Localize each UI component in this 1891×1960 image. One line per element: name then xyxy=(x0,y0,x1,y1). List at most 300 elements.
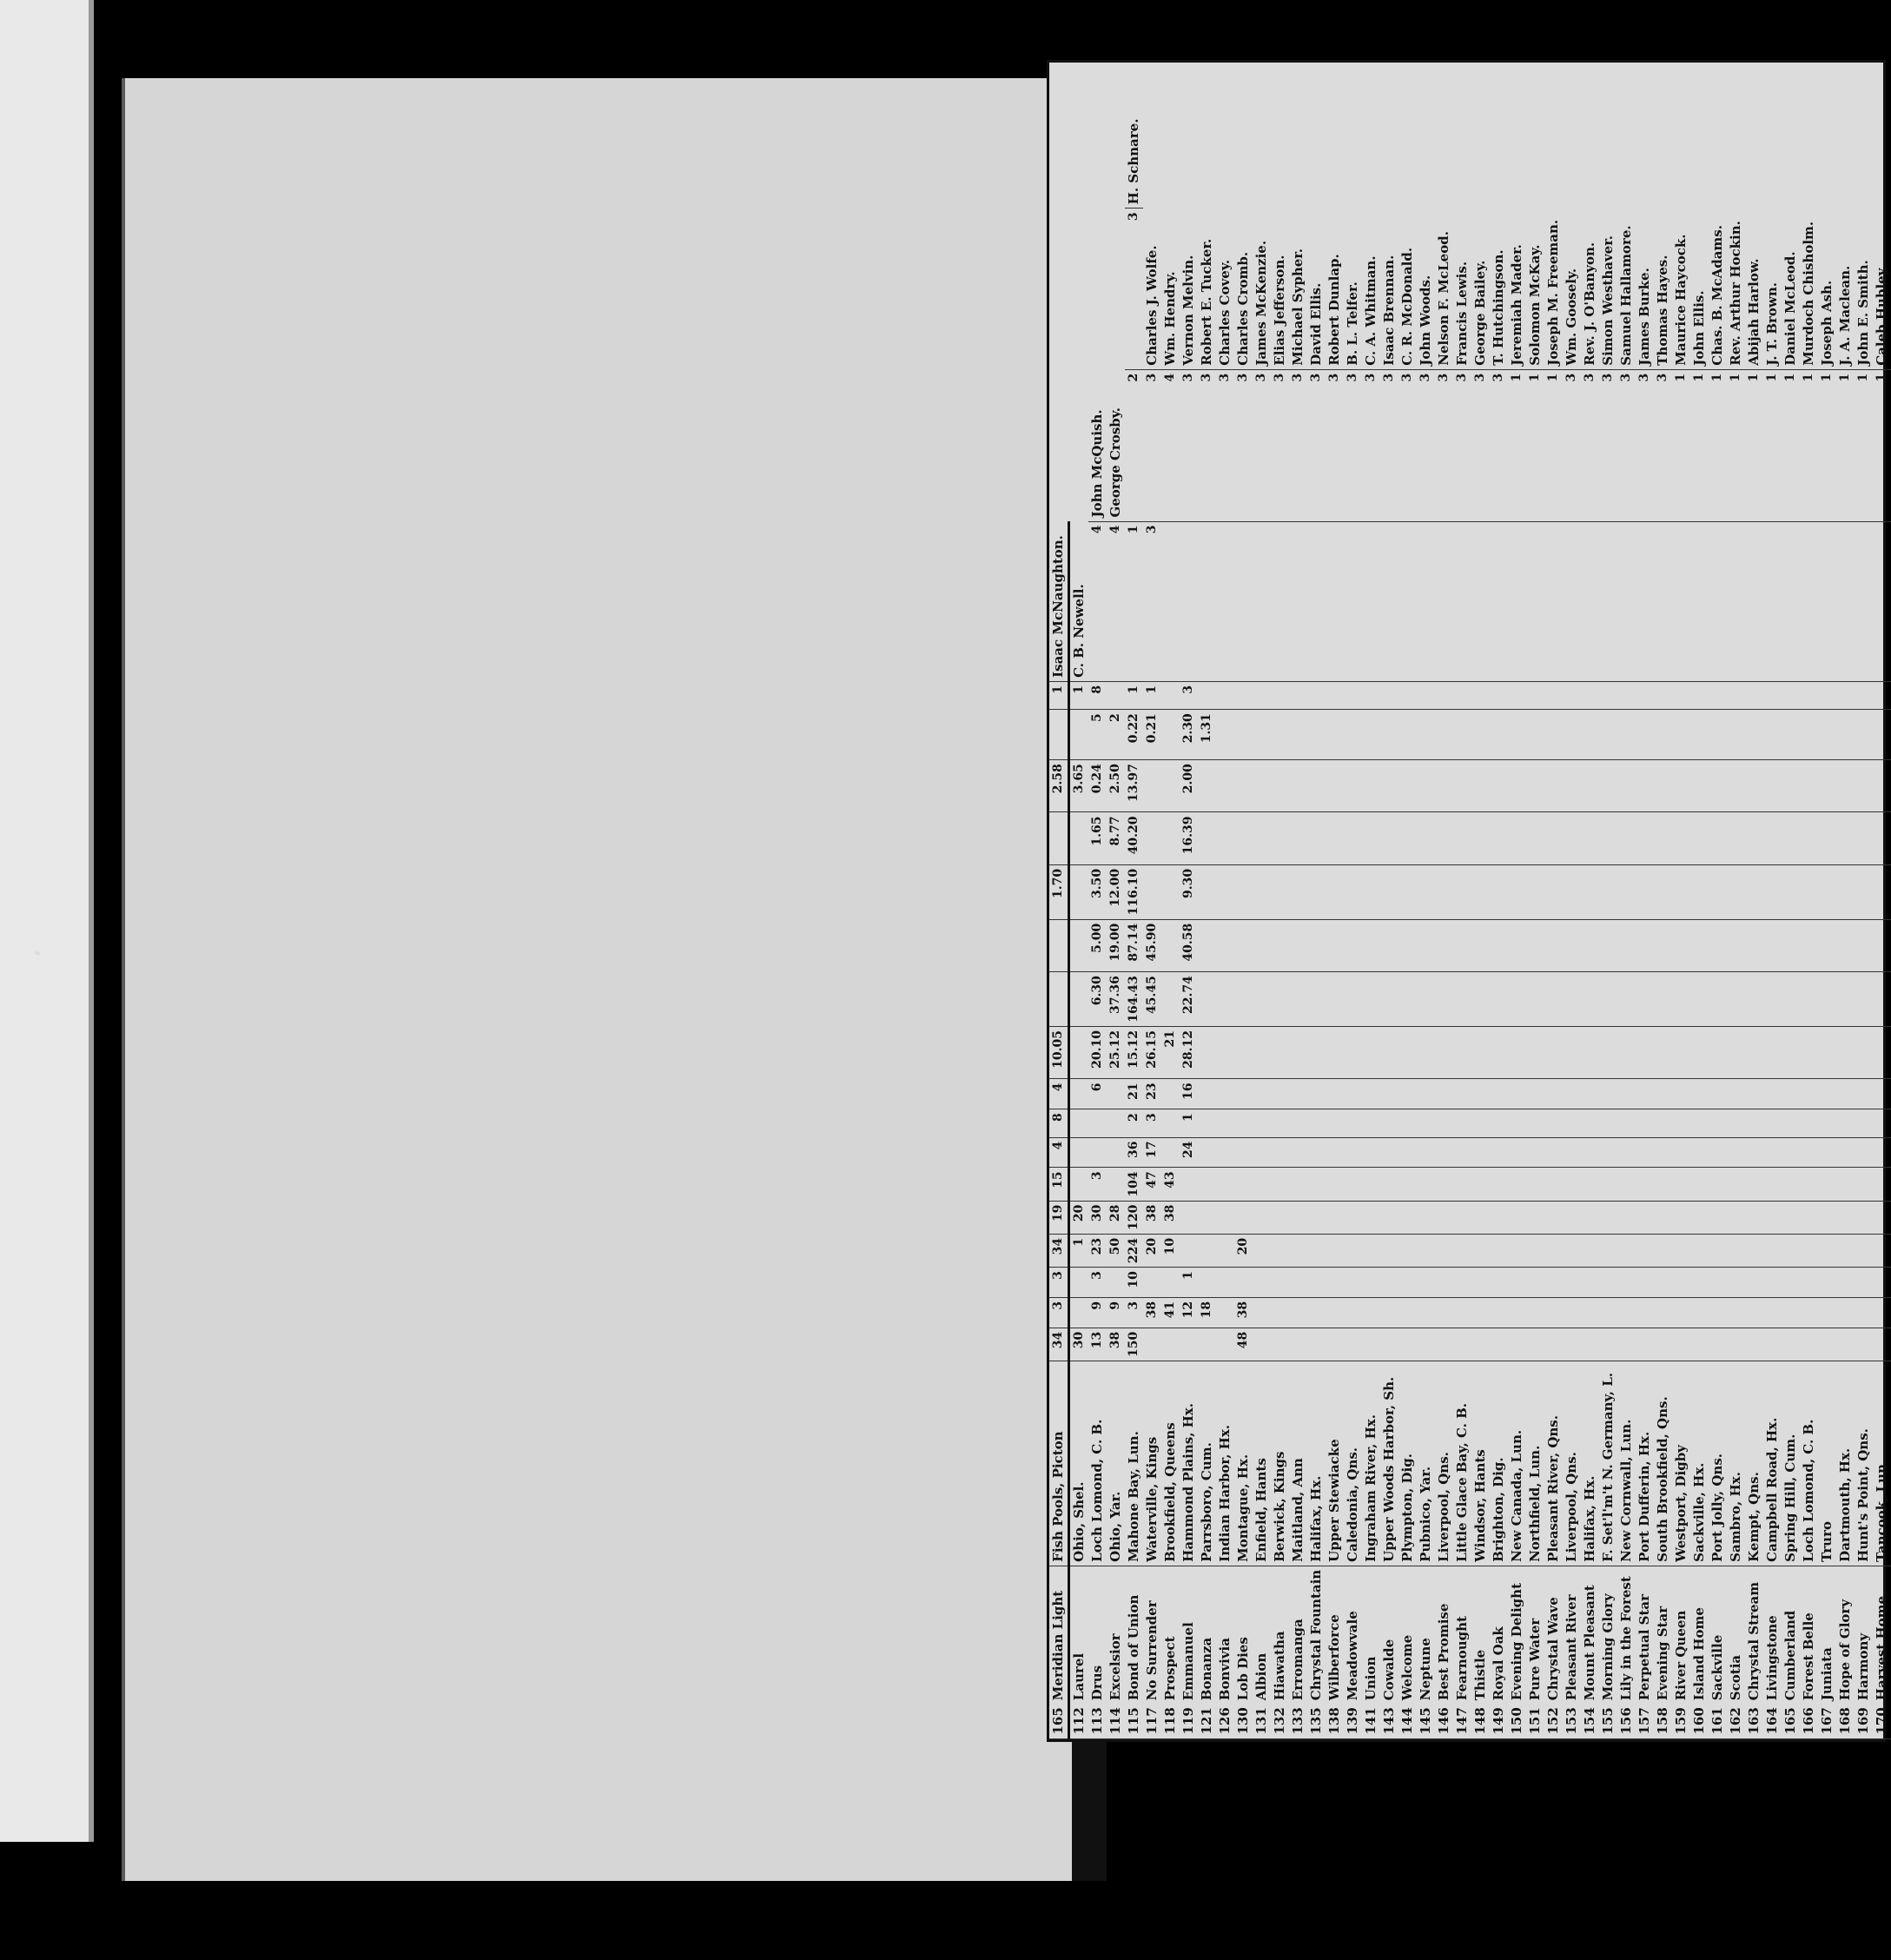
cell-count: 3 xyxy=(1326,369,1344,521)
cell-count xyxy=(1271,1201,1289,1234)
cell-count xyxy=(1544,760,1563,812)
cell-lodge-name: Best Promise xyxy=(1436,1603,1451,1701)
cell-count: 1 xyxy=(1690,369,1709,521)
cell-count xyxy=(1049,919,1069,971)
cell-count xyxy=(1709,972,1727,1027)
cell-count xyxy=(1599,1297,1617,1328)
cell-count: 15 xyxy=(1049,1168,1069,1201)
cell-location: Sambro, Hx. xyxy=(1727,1361,1745,1566)
table-row xyxy=(1508,63,1526,1739)
cell-count xyxy=(1636,1201,1654,1234)
cell-count xyxy=(1435,812,1453,864)
cell-count: 3 xyxy=(1617,369,1636,521)
cell-count xyxy=(1180,521,1198,681)
cell-count xyxy=(1599,1137,1617,1168)
cell-count xyxy=(1636,919,1654,971)
cell-count xyxy=(1581,1168,1599,1201)
cell-count xyxy=(1380,972,1398,1027)
cell-lodge-name: Wilberforce xyxy=(1326,1614,1342,1701)
cell-count xyxy=(1198,1234,1216,1267)
cell-lodge-name: Island Home xyxy=(1691,1607,1707,1701)
table-row xyxy=(1289,63,1307,1739)
cell-count xyxy=(1161,710,1180,760)
cell-count xyxy=(1526,521,1544,681)
cell-count xyxy=(1380,681,1398,709)
cell-count: 19 xyxy=(1049,1201,1069,1234)
cell-count xyxy=(1563,812,1581,864)
cell-lodge-number: 154 xyxy=(1581,1704,1599,1738)
cell-count xyxy=(1380,1297,1398,1328)
cell-count xyxy=(1599,1109,1617,1137)
cell-secretary: C. R. McDonald. xyxy=(1398,209,1417,369)
cell-amount: 3.50 xyxy=(1088,864,1107,919)
cell-count: 3 xyxy=(1563,369,1581,521)
cell-count xyxy=(1855,760,1873,812)
cell-count xyxy=(1307,1079,1326,1109)
cell-lodge-name: Lily in the Forest xyxy=(1618,1576,1634,1701)
cell-count xyxy=(1654,521,1672,681)
cell-count xyxy=(1380,1109,1398,1137)
cell-secretary: H. Schnare. xyxy=(1125,63,1143,209)
cell-count xyxy=(1380,812,1398,864)
cell-count xyxy=(1417,710,1435,760)
cell-count xyxy=(1855,864,1873,919)
table-row xyxy=(1125,63,1143,1739)
cell-count xyxy=(1654,1297,1672,1328)
cell-count xyxy=(1380,521,1398,681)
cell-secretary: Francis Lewis. xyxy=(1453,209,1471,369)
cell-count xyxy=(1818,681,1836,709)
cell-count xyxy=(1654,972,1672,1027)
cell-count xyxy=(1672,1027,1690,1079)
cell-location: Indian Harbor, Hx. xyxy=(1216,1361,1234,1566)
cell-secretary: John McQuish. xyxy=(1088,369,1107,521)
cell-count xyxy=(1672,1328,1690,1361)
cell-count xyxy=(1216,919,1234,971)
cell-location: Pubnico, Yar. xyxy=(1417,1361,1435,1566)
cell-count xyxy=(1490,1297,1508,1328)
cell-count xyxy=(1234,521,1253,681)
cell-count: 2 xyxy=(1125,369,1143,521)
cell-secretary: James Burke. xyxy=(1636,209,1654,369)
cell-count xyxy=(1544,1201,1563,1234)
cell-count xyxy=(1453,1109,1471,1137)
cell-count xyxy=(1471,1297,1490,1328)
cell-count xyxy=(1581,1201,1599,1234)
cell-count: 8 xyxy=(1049,1109,1069,1137)
cell-count xyxy=(1271,1027,1289,1079)
table-row xyxy=(1180,63,1198,1739)
cell-count xyxy=(1672,760,1690,812)
cell-count xyxy=(1198,972,1216,1027)
table-row xyxy=(1307,63,1326,1739)
cell-count xyxy=(1398,1297,1417,1328)
cell-count xyxy=(1544,1328,1563,1361)
cell-secretary: Rev. Arthur Hockin. xyxy=(1727,209,1745,369)
cell-count xyxy=(1544,1297,1563,1328)
cell-location: Halifax, Hx. xyxy=(1307,1361,1326,1566)
cell-amount: 26.15 xyxy=(1143,1027,1161,1079)
cell-count xyxy=(1636,521,1654,681)
cell-count xyxy=(1855,1168,1873,1201)
cell-count xyxy=(1161,972,1180,1027)
cell-secretary: George Bailey. xyxy=(1471,209,1490,369)
cell-count xyxy=(1763,1234,1782,1267)
cell-count xyxy=(1417,812,1435,864)
cell-count xyxy=(1471,1168,1490,1201)
cell-count xyxy=(1049,710,1069,760)
cell-count xyxy=(1161,521,1180,681)
cell-count: 4 xyxy=(1049,1137,1069,1168)
cell-count xyxy=(1526,681,1544,709)
cell-secretary: Michael Sypher. xyxy=(1289,209,1307,369)
cell-count: 3 xyxy=(1143,521,1161,681)
cell-count xyxy=(1873,760,1891,812)
cell-count xyxy=(1289,864,1307,919)
cell-count xyxy=(1544,1137,1563,1168)
cell-count: 10 xyxy=(1161,1234,1180,1267)
cell-count xyxy=(1453,864,1471,919)
cell-count xyxy=(1326,1328,1344,1361)
cell-count xyxy=(1563,1268,1581,1298)
cell-lodge-number: 150 xyxy=(1508,1704,1526,1738)
cell-location: Pleasant River, Qns. xyxy=(1544,1361,1563,1566)
cell-secretary: C. B. Newell. xyxy=(1069,521,1089,681)
cell-count: 3 xyxy=(1636,369,1654,521)
cell-count xyxy=(1690,1027,1709,1079)
cell-count xyxy=(1307,864,1326,919)
cell-count xyxy=(1307,1137,1326,1168)
cell-count xyxy=(1709,521,1727,681)
cell-count xyxy=(1107,1109,1125,1137)
cell-amount: 6.30 xyxy=(1088,972,1107,1027)
cell-count xyxy=(1617,760,1636,812)
cell-count xyxy=(1563,1201,1581,1234)
cell-location: Windsor, Hants xyxy=(1471,1361,1490,1566)
cell-location: Hammond Plains, Hx. xyxy=(1180,1361,1198,1566)
cell-count xyxy=(1216,521,1234,681)
cell-count xyxy=(1617,1079,1636,1109)
cell-count: 3 xyxy=(1143,369,1161,521)
cell-count xyxy=(1107,681,1125,709)
cell-count xyxy=(1417,1234,1435,1267)
cell-count xyxy=(1049,972,1069,1027)
cell-lodge-number: 141 xyxy=(1362,1704,1380,1738)
cell-count xyxy=(1198,812,1216,864)
cell-lodge-number: 149 xyxy=(1490,1704,1508,1738)
cell-count xyxy=(1471,710,1490,760)
cell-count xyxy=(1526,1268,1544,1298)
cell-count xyxy=(1198,1268,1216,1298)
cell-count xyxy=(1855,1201,1873,1234)
cell-count: 38 xyxy=(1143,1201,1161,1234)
cell-count xyxy=(1253,710,1271,760)
cell-count xyxy=(1654,864,1672,919)
cell-lodge-number: 146 xyxy=(1435,1704,1453,1738)
cell-location: Northfield, Lun. xyxy=(1526,1361,1544,1566)
cell-count xyxy=(1398,1168,1417,1201)
cell-secretary: Vernon Melvin. xyxy=(1180,209,1198,369)
cell-count xyxy=(1782,812,1800,864)
cell-count xyxy=(1453,681,1471,709)
cell-count: 4 xyxy=(1107,521,1125,681)
cell-count xyxy=(1745,1137,1763,1168)
cell-lodge-number: 155 xyxy=(1599,1704,1617,1738)
cell-count: 38 xyxy=(1234,1297,1253,1328)
cell-secretary: George Crosby. xyxy=(1107,369,1125,521)
cell-count xyxy=(1745,1328,1763,1361)
cell-count xyxy=(1253,1168,1271,1201)
cell-count xyxy=(1745,1027,1763,1079)
cell-count xyxy=(1763,1297,1782,1328)
cell-count xyxy=(1599,521,1617,681)
cell-lodge-number: 131 xyxy=(1253,1704,1271,1738)
cell-count xyxy=(1818,1109,1836,1137)
cell-lodge-name: Pure Water xyxy=(1527,1618,1543,1701)
cell-lodge-name: Bonanza xyxy=(1199,1637,1214,1701)
cell-count xyxy=(1326,1297,1344,1328)
cell-count xyxy=(1289,972,1307,1027)
cell-amount: 20.10 xyxy=(1088,1027,1107,1079)
cell-count xyxy=(1344,1109,1362,1137)
cell-count xyxy=(1727,972,1745,1027)
cell-count xyxy=(1526,812,1544,864)
cell-count xyxy=(1581,1297,1599,1328)
cell-count xyxy=(1581,1027,1599,1079)
table-row xyxy=(1709,63,1727,1739)
cell-count xyxy=(1745,864,1763,919)
cell-count xyxy=(1143,1328,1161,1361)
cell-count xyxy=(1271,1297,1289,1328)
cell-count xyxy=(1234,1268,1253,1298)
cell-count xyxy=(1307,1268,1326,1298)
cell-count xyxy=(1508,1079,1526,1109)
cell-count xyxy=(1526,972,1544,1027)
cell-count xyxy=(1198,521,1216,681)
cell-count xyxy=(1216,812,1234,864)
cell-count xyxy=(1800,521,1818,681)
cell-count xyxy=(1344,1168,1362,1201)
cell-count xyxy=(1362,1079,1380,1109)
cell-location: Caledonia, Qns. xyxy=(1344,1361,1362,1566)
cell-count: 3 xyxy=(1049,1297,1069,1328)
cell-lodge-number: 156 xyxy=(1617,1704,1636,1738)
cell-count xyxy=(1490,812,1508,864)
cell-count xyxy=(1289,760,1307,812)
cell-count xyxy=(1636,1079,1654,1109)
cell-count: 1 xyxy=(1544,369,1563,521)
cell-count xyxy=(1526,1201,1544,1234)
cell-count xyxy=(1617,1268,1636,1298)
cell-count: 1 xyxy=(1508,369,1526,521)
cell-count xyxy=(1198,1079,1216,1109)
table-row xyxy=(1818,63,1836,1739)
cell-count xyxy=(1526,919,1544,971)
cell-count xyxy=(1508,1297,1526,1328)
cell-count xyxy=(1362,681,1380,709)
cell-count xyxy=(1526,1027,1544,1079)
cell-count: 1 xyxy=(1125,681,1143,709)
cell-count xyxy=(1544,919,1563,971)
cell-count xyxy=(1417,1137,1435,1168)
table-row xyxy=(1836,63,1855,1739)
cell-count: 1 xyxy=(1818,369,1836,521)
cell-count: 1 xyxy=(1763,369,1782,521)
cell-lodge-name: Livingstone xyxy=(1764,1615,1780,1701)
cell-count xyxy=(1180,1234,1198,1267)
cell-count xyxy=(1636,1297,1654,1328)
cell-count xyxy=(1344,1268,1362,1298)
cell-count: 3 xyxy=(1581,369,1599,521)
cell-amount: 1.70 xyxy=(1049,864,1069,919)
cell-count xyxy=(1307,1234,1326,1267)
cell-count xyxy=(1344,710,1362,760)
cell-location: Berwick, Kings xyxy=(1271,1361,1289,1566)
cell-secretary: Thomas Hayes. xyxy=(1654,209,1672,369)
cell-count xyxy=(1490,1168,1508,1201)
cell-count xyxy=(1544,1168,1563,1201)
cell-count xyxy=(1763,681,1782,709)
cell-count: 3 xyxy=(1143,1109,1161,1137)
cell-count xyxy=(1690,919,1709,971)
cell-count xyxy=(1709,812,1727,864)
cell-location: Sackville, Hx. xyxy=(1690,1361,1709,1566)
cell-count xyxy=(1818,919,1836,971)
cell-count xyxy=(1326,681,1344,709)
cell-secretary: David Ellis. xyxy=(1307,209,1326,369)
cell-count xyxy=(1380,1137,1398,1168)
cell-count xyxy=(1362,1027,1380,1079)
cell-count xyxy=(1326,1168,1344,1201)
cell-location: Plympton, Dig. xyxy=(1398,1361,1417,1566)
cell-count xyxy=(1563,1027,1581,1079)
cell-count: 3 xyxy=(1216,369,1234,521)
cell-count xyxy=(1380,1027,1398,1079)
cell-count xyxy=(1398,1328,1417,1361)
cell-count: 1 xyxy=(1782,369,1800,521)
cell-count xyxy=(1855,521,1873,681)
cell-count: 47 xyxy=(1143,1168,1161,1201)
cell-count xyxy=(1763,972,1782,1027)
cell-count xyxy=(1873,1168,1891,1201)
cell-count xyxy=(1654,1234,1672,1267)
cell-count xyxy=(1307,760,1326,812)
cell-count xyxy=(1161,1137,1180,1168)
cell-count xyxy=(1435,919,1453,971)
cell-count xyxy=(1563,1109,1581,1137)
cell-count xyxy=(1435,1168,1453,1201)
cell-count: 1 xyxy=(1855,369,1873,521)
cell-count xyxy=(1234,1109,1253,1137)
table-row xyxy=(1526,63,1544,1739)
cell-count xyxy=(1709,1328,1727,1361)
cell-count xyxy=(1198,1109,1216,1137)
cell-lodge-number: 145 xyxy=(1417,1704,1435,1738)
cell-lodge-name: Evening Delight xyxy=(1509,1583,1524,1701)
cell-count: 38 xyxy=(1161,1201,1180,1234)
cell-count: 3 xyxy=(1180,681,1198,709)
cell-count: 41 xyxy=(1161,1297,1180,1328)
cell-amount: 1.31 xyxy=(1198,710,1216,760)
cell-count: 1 xyxy=(1180,1268,1198,1298)
cell-count xyxy=(1234,812,1253,864)
cell-count xyxy=(1855,1268,1873,1298)
cell-count xyxy=(1654,1109,1672,1137)
cell-count xyxy=(1745,521,1763,681)
table-row xyxy=(1745,63,1763,1739)
cell-count xyxy=(1690,710,1709,760)
cell-count xyxy=(1690,1297,1709,1328)
cell-lodge-name: Meadowvale xyxy=(1345,1611,1360,1701)
cell-count xyxy=(1362,1234,1380,1267)
table-row xyxy=(1800,63,1818,1739)
table-row xyxy=(1581,63,1599,1739)
cell-count: 12 xyxy=(1180,1297,1198,1328)
table-row xyxy=(1435,63,1453,1739)
cell-count: 5 xyxy=(1088,710,1107,760)
cell-count xyxy=(1234,1137,1253,1168)
cell-count xyxy=(1069,1079,1089,1109)
cell-lodge-name: Sackville xyxy=(1709,1634,1725,1701)
cell-lodge-name: Emmanuel xyxy=(1180,1622,1196,1701)
cell-count xyxy=(1216,1234,1234,1267)
cell-count xyxy=(1398,1137,1417,1168)
cell-count xyxy=(1855,1328,1873,1361)
cell-count xyxy=(1563,1079,1581,1109)
cell-lodge-number: 159 xyxy=(1672,1704,1690,1738)
cell-count xyxy=(1855,710,1873,760)
cell-count xyxy=(1289,521,1307,681)
table-row xyxy=(1599,63,1617,1739)
cell-count xyxy=(1617,710,1636,760)
cell-location: Ohio, Shel. xyxy=(1069,1361,1089,1566)
cell-count xyxy=(1490,760,1508,812)
cell-count xyxy=(1490,710,1508,760)
cell-count xyxy=(1745,1297,1763,1328)
cell-lodge-number: 144 xyxy=(1398,1704,1417,1738)
cell-count xyxy=(1271,812,1289,864)
cell-count xyxy=(1417,1168,1435,1201)
cell-count xyxy=(1253,1268,1271,1298)
cell-count xyxy=(1526,1168,1544,1201)
cell-count xyxy=(1216,1328,1234,1361)
cell-count xyxy=(1727,1328,1745,1361)
cell-count xyxy=(1069,1297,1089,1328)
table-row xyxy=(1782,63,1800,1739)
cell-count xyxy=(1836,1268,1855,1298)
cell-count xyxy=(1873,1109,1891,1137)
cell-location: Ingraham River, Hx. xyxy=(1362,1361,1380,1566)
cell-count xyxy=(1855,1297,1873,1328)
cell-amount: 2.58 xyxy=(1049,760,1069,812)
cell-count: 17 xyxy=(1143,1137,1161,1168)
cell-count xyxy=(1289,1268,1307,1298)
cell-count: 1 xyxy=(1672,369,1690,521)
cell-count xyxy=(1417,1201,1435,1234)
cell-count xyxy=(1326,1234,1344,1267)
cell-count xyxy=(1143,1268,1161,1298)
cell-count: 224 xyxy=(1125,1234,1143,1267)
cell-count xyxy=(1198,1168,1216,1201)
cell-amount: 12.00 xyxy=(1107,864,1125,919)
cell-count xyxy=(1617,864,1636,919)
cell-secretary: John Ellis. xyxy=(1690,209,1709,369)
cell-count xyxy=(1198,1027,1216,1079)
cell-amount: 45.90 xyxy=(1143,919,1161,971)
cell-count xyxy=(1672,864,1690,919)
cell-count xyxy=(1271,919,1289,971)
cell-count xyxy=(1763,812,1782,864)
